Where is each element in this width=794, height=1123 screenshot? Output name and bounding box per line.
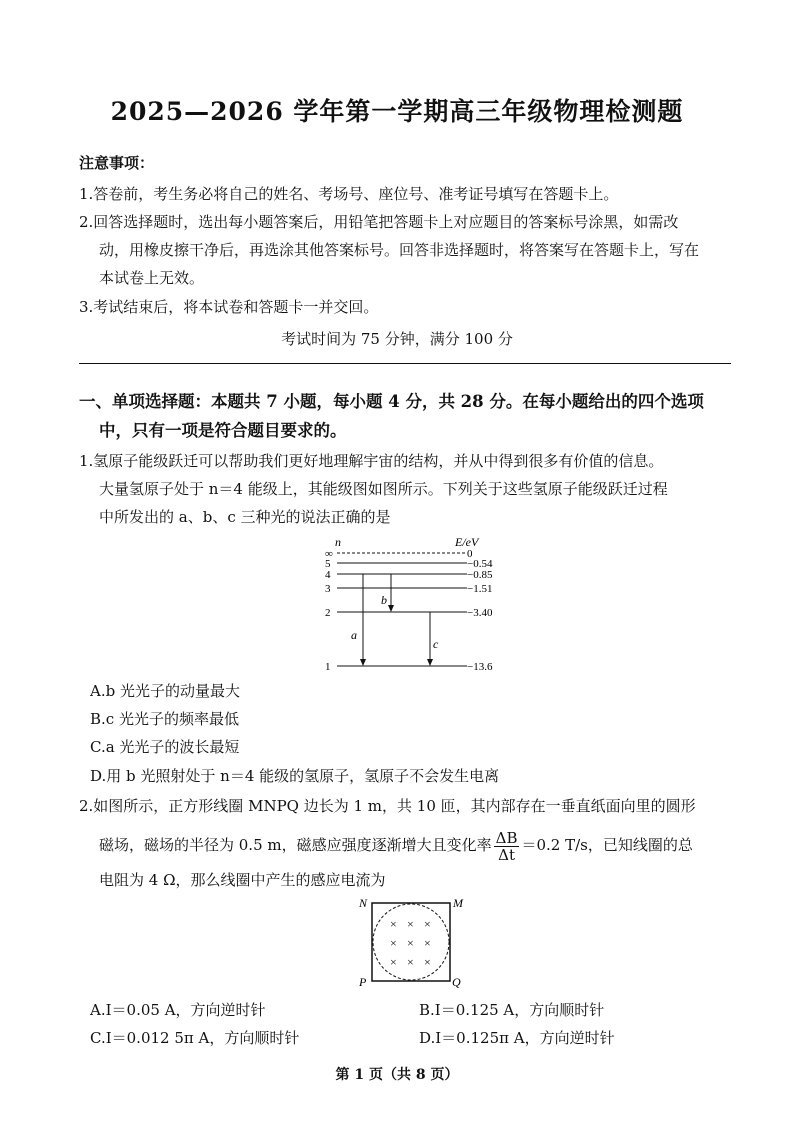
arrow-label-c: c xyxy=(433,637,439,651)
level-e-5: −0.54 xyxy=(467,558,493,570)
q2-stem-line-2-pre: 磁场，磁场的半径为 0.5 m，磁感应强度逐渐增大且变化率 xyxy=(99,836,492,854)
field-cross: × xyxy=(390,955,397,969)
q2-option-a: A.I＝0.05 A，方向逆时针 xyxy=(90,1001,266,1019)
field-cross: × xyxy=(407,936,414,950)
n-axis-label: n xyxy=(335,535,341,549)
q1-option-b: B.c 光光子的频率最低 xyxy=(90,710,239,728)
q2-option-c: C.I＝0.012 5π A，方向顺时针 xyxy=(90,1029,300,1047)
level-n-3: 3 xyxy=(325,583,331,595)
rate-fraction-denominator: Δt xyxy=(498,845,515,864)
page-footer: 第 1 页（共 8 页） xyxy=(335,1067,459,1083)
level-e-1: −13.6 xyxy=(467,661,493,673)
arrowhead-b xyxy=(388,605,394,612)
q2-stem-line-1: 2.如图所示，正方形线圈 MNPQ 边长为 1 m，共 10 匝，其内部存在一垂直纸面向里的圆形 xyxy=(79,797,696,815)
level-e-3: −1.51 xyxy=(467,583,493,595)
rate-fraction xyxy=(494,830,520,863)
corner-label-q: Q xyxy=(452,975,461,989)
field-cross: × xyxy=(424,917,431,931)
level-n-2: 2 xyxy=(325,607,331,619)
exam-title: 2025—2026 学年第一学期高三年级物理检测题 xyxy=(110,97,684,126)
rate-fraction-numerator: ΔB xyxy=(495,828,518,847)
field-cross: × xyxy=(407,955,414,969)
energy-level-diagram xyxy=(315,532,515,677)
arrowhead-c xyxy=(427,659,433,666)
q2-stem-line-2 xyxy=(99,828,693,863)
q2-stem-line-3: 电阻为 4 Ω，那么线圈中产生的感应电流为 xyxy=(99,871,386,889)
level-n-infinity: ∞ xyxy=(325,548,333,560)
square-coil-diagram xyxy=(355,893,470,993)
field-cross: × xyxy=(407,917,414,931)
divider-line xyxy=(79,363,731,364)
q1-stem-line-3: 中所发出的 a、b、c 三种光的说法正确的是 xyxy=(99,508,391,526)
corner-label-m: M xyxy=(453,896,463,910)
level-e-infinity: 0 xyxy=(467,548,473,560)
exam-time-info: 考试时间为 75 分钟，满分 100 分 xyxy=(281,330,513,348)
notice-item-3: 3.考试结束后，将本试卷和答题卡一并交回。 xyxy=(79,298,379,316)
level-n-4: 4 xyxy=(325,569,331,581)
field-cross: × xyxy=(390,936,397,950)
corner-label-n: N xyxy=(359,896,368,910)
q2-option-d: D.I＝0.125π A，方向逆时针 xyxy=(419,1029,615,1047)
level-n-1: 1 xyxy=(325,661,331,673)
notice-heading: 注意事项： xyxy=(79,154,155,172)
level-n-5: 5 xyxy=(325,558,331,570)
q1-option-a: A.b 光光子的动量最大 xyxy=(90,682,240,700)
q1-option-c: C.a 光光子的波长最短 xyxy=(90,738,240,756)
notice-item-2-line-3: 本试卷上无效。 xyxy=(99,269,205,287)
q2-stem-line-2-post: ＝0.2 T/s，已知线圈的总 xyxy=(521,836,693,854)
level-e-2: −3.40 xyxy=(467,607,493,619)
section-1-heading-line-2: 中，只有一项是符合题目要求的。 xyxy=(99,421,347,440)
notice-item-1: 1.答卷前，考生务必将自己的姓名、考场号、座位号、准考证号填写在答题卡上。 xyxy=(79,185,619,203)
notice-item-2-line-1: 2.回答选择题时，选出每小题答案后，用铅笔把答题卡上对应题目的答案标号涂黑，如需改 xyxy=(79,213,679,231)
arrow-label-b: b xyxy=(381,593,387,607)
notice-item-2-line-2: 动，用橡皮擦干净后，再选涂其他答案标号。回答非选择题时，将答案写在答题卡上，写在 xyxy=(99,241,700,259)
level-e-4: −0.85 xyxy=(467,569,493,581)
section-1-heading-line-1: 一、单项选择题：本题共 7 小题，每小题 4 分，共 28 分。在每小题给出的四个选项 xyxy=(79,392,704,411)
arrowhead-a xyxy=(360,659,366,666)
field-cross: × xyxy=(424,955,431,969)
q1-option-d: D.用 b 光照射处于 n＝4 能级的氢原子，氢原子不会发生电离 xyxy=(90,767,500,785)
energy-axis-label: E/eV xyxy=(455,535,479,549)
q1-stem-line-1: 1.氢原子能级跃迁可以帮助我们更好地理解宇宙的结构，并从中得到很多有价值的信息。 xyxy=(79,452,664,470)
field-cross: × xyxy=(390,917,397,931)
arrow-label-a: a xyxy=(351,628,357,642)
field-cross: × xyxy=(424,936,431,950)
q2-option-b: B.I＝0.125 A，方向顺时针 xyxy=(419,1001,605,1019)
corner-label-p: P xyxy=(359,975,367,989)
q1-stem-line-2: 大量氢原子处于 n＝4 能级上，其能级图如图所示。下列关于这些氢原子能级跃迁过程 xyxy=(99,480,668,498)
